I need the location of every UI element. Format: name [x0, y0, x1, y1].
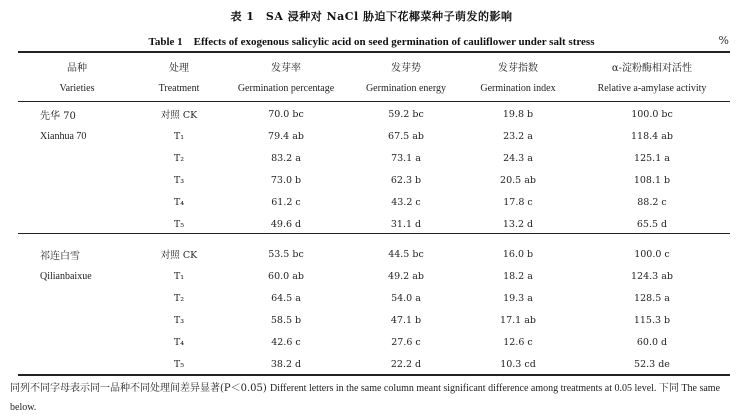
- table-row: [18, 353, 730, 375]
- amylase-activity-cell: 100.0 bc: [631, 108, 673, 120]
- germination-index-cell: 17.8 c: [503, 196, 533, 208]
- germination-index-cell: 23.2 a: [503, 130, 533, 142]
- germination-index-cell: 12.6 c: [503, 336, 533, 348]
- variety-name-cn: 先华 70: [40, 110, 76, 122]
- header-row-english: [18, 77, 730, 99]
- germination-energy-cell: 27.6 c: [391, 336, 421, 348]
- header-variety-cn: 品种: [67, 62, 87, 74]
- germination-index-cell: 20.5 ab: [500, 174, 536, 186]
- amylase-activity-cell: 128.5 a: [634, 292, 670, 304]
- germination-table: [18, 55, 730, 375]
- table-row: [18, 309, 730, 331]
- amylase-activity-cell: 60.0 d: [636, 336, 668, 348]
- table-row: [18, 147, 730, 169]
- amylase-activity-cell: 124.3 ab: [631, 270, 673, 282]
- amylase-activity-cell: 52.3 de: [634, 358, 670, 370]
- treatment-cell: T₂: [173, 152, 185, 164]
- table-title-chinese: 表 1 SA 浸种对 NaCl 胁迫下花椰菜种子萌发的影响: [230, 10, 513, 23]
- germination-energy-cell: 59.2 bc: [388, 108, 424, 120]
- table-top-rule: [18, 51, 730, 53]
- header-germination-percentage-cn: 发芽率: [271, 62, 301, 74]
- germination-index-cell: 24.3 a: [503, 152, 533, 164]
- germination-percentage-cell: 73.0 b: [270, 174, 302, 186]
- amylase-activity-cell: 88.2 c: [637, 196, 667, 208]
- germination-index-cell: 17.1 ab: [500, 314, 536, 326]
- germination-energy-cell: 73.1 a: [391, 152, 421, 164]
- header-germination-index-cn: 发芽指数: [498, 62, 538, 74]
- germination-energy-cell: 47.1 b: [390, 314, 422, 326]
- germination-percentage-cell: 49.6 d: [270, 218, 302, 230]
- germination-energy-cell: 43.2 c: [391, 196, 421, 208]
- table-row: [18, 169, 730, 191]
- treatment-cell: T₄: [173, 336, 185, 348]
- table-row: [18, 243, 730, 265]
- variety-name-en: Qilianbaixue: [40, 270, 92, 282]
- variety-name-cn: 祁连白雪: [40, 250, 80, 262]
- germination-energy-cell: 67.5 ab: [388, 130, 424, 142]
- amylase-activity-cell: 100.0 c: [634, 248, 670, 260]
- treatment-cell: T₃: [173, 314, 185, 326]
- footnote-english: Different letters in the same column meant significant difference among treatments at 0.05 level. 下同 The same below.: [10, 383, 721, 413]
- treatment-cell: T₅: [173, 358, 185, 370]
- table-title-english: Table 1 Effects of exogenous salicylic acid on seed germination of cauliflower under salt stress: [148, 36, 595, 48]
- germination-percentage-cell: 53.5 bc: [268, 248, 304, 260]
- table-row: [18, 265, 730, 287]
- germination-percentage-cell: 58.5 b: [270, 314, 302, 326]
- amylase-activity-cell: 65.5 d: [636, 218, 668, 230]
- germination-percentage-cell: 38.2 d: [270, 358, 302, 370]
- group-spacer: [18, 235, 730, 243]
- germination-percentage-cell: 60.0 ab: [268, 270, 304, 282]
- germination-index-cell: 16.0 b: [502, 248, 534, 260]
- germination-index-cell: 18.2 a: [503, 270, 533, 282]
- treatment-cell: T₂: [173, 292, 185, 304]
- table-unit: %: [718, 34, 729, 47]
- table-row: [18, 191, 730, 213]
- germination-energy-cell: 62.3 b: [390, 174, 422, 186]
- treatment-cell: T₃: [173, 174, 185, 186]
- header-row-chinese: [18, 55, 730, 77]
- table-row: [18, 331, 730, 353]
- header-germination-energy-en: Germination energy: [365, 82, 447, 94]
- treatment-cell: 对照 CK: [160, 250, 198, 261]
- amylase-activity-cell: 108.1 b: [633, 174, 671, 186]
- treatment-cell: T₅: [173, 218, 185, 230]
- treatment-cell: T₁: [173, 270, 185, 282]
- footnote-chinese: 同列不同字母表示同一品种不同处理间差异显著(P＜0.05): [10, 383, 267, 394]
- germination-energy-cell: 31.1 d: [390, 218, 422, 230]
- treatment-cell: T₁: [173, 130, 185, 142]
- germination-percentage-cell: 61.2 c: [271, 196, 301, 208]
- header-germination-energy-cn: 发芽势: [391, 62, 421, 74]
- germination-index-cell: 13.2 d: [502, 218, 534, 230]
- table-footnote: [10, 379, 740, 417]
- treatment-cell: T₄: [173, 196, 185, 208]
- variety-name-en: Xianhua 70: [40, 130, 87, 142]
- germination-percentage-cell: 79.4 ab: [268, 130, 304, 142]
- germination-energy-cell: 49.2 ab: [388, 270, 424, 282]
- header-germination-index-en: Germination index: [480, 82, 556, 94]
- germination-index-cell: 19.8 b: [502, 108, 534, 120]
- header-amylase-activity-en: Relative a-amylase activity: [597, 82, 707, 94]
- treatment-cell: 对照 CK: [160, 110, 198, 121]
- amylase-activity-cell: 118.4 ab: [631, 130, 673, 142]
- germination-energy-cell: 44.5 bc: [388, 248, 424, 260]
- header-variety-en: Varieties: [59, 82, 95, 94]
- germination-energy-cell: 54.0 a: [391, 292, 421, 304]
- germination-energy-cell: 22.2 d: [390, 358, 422, 370]
- table-row: [18, 125, 730, 147]
- table-row: [18, 99, 730, 125]
- germination-index-cell: 10.3 cd: [500, 358, 536, 370]
- germination-percentage-cell: 83.2 a: [271, 152, 301, 164]
- header-amylase-activity-cn: α-淀粉酶相对活性: [611, 62, 693, 74]
- table-row: [18, 213, 730, 235]
- germination-percentage-cell: 42.6 c: [271, 336, 301, 348]
- header-germination-percentage-en: Germination percentage: [237, 82, 335, 94]
- germination-percentage-cell: 70.0 bc: [268, 108, 304, 120]
- table-row: [18, 287, 730, 309]
- germination-percentage-cell: 64.5 a: [271, 292, 301, 304]
- header-treatment-en: Treatment: [158, 82, 200, 94]
- header-treatment-cn: 处理: [169, 62, 189, 74]
- germination-index-cell: 19.3 a: [503, 292, 533, 304]
- amylase-activity-cell: 115.3 b: [633, 314, 671, 326]
- amylase-activity-cell: 125.1 a: [634, 152, 670, 164]
